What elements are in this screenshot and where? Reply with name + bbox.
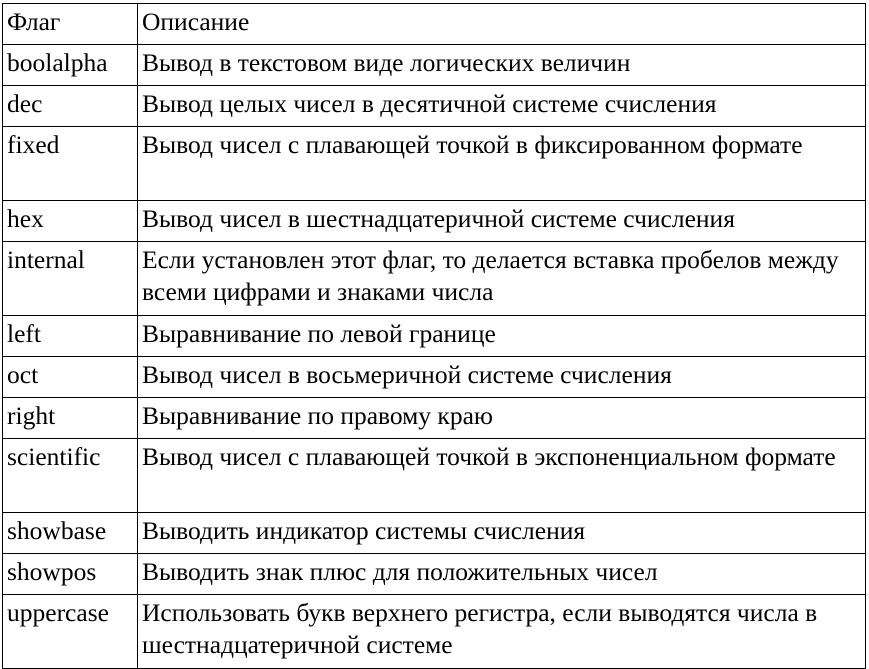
table-row: [3, 242, 866, 316]
table-header-row: [3, 4, 866, 45]
flag-cell: dec: [3, 86, 138, 127]
description-cell: Выравнивание по правому краю: [138, 398, 866, 439]
table-row: [3, 316, 866, 357]
description-cell: Если установлен этот флаг, то делается вставка пробелов между всеми цифрами и знаками числа: [138, 242, 866, 316]
flag-cell: fixed: [3, 127, 138, 201]
flag-cell: scientific: [3, 439, 138, 513]
table-row: [3, 201, 866, 242]
description-cell: Выводить индикатор системы счисления: [138, 513, 866, 554]
table-row: [3, 127, 866, 201]
description-cell: Вывод в текстовом виде логических величин: [138, 45, 866, 86]
header-flag: Флаг: [3, 4, 138, 45]
table-row: [3, 357, 866, 398]
flag-cell: internal: [3, 242, 138, 316]
flag-cell: boolalpha: [3, 45, 138, 86]
flag-cell: hex: [3, 201, 138, 242]
table-row: [3, 439, 866, 513]
table-row: [3, 595, 866, 669]
description-cell: Выравнивание по левой границе: [138, 316, 866, 357]
table-row: [3, 45, 866, 86]
flags-table: [2, 3, 866, 669]
description-cell: Выводить знак плюс для положительных чисел: [138, 554, 866, 595]
table-row: [3, 554, 866, 595]
description-cell: Вывод чисел в восьмеричной системе счисления: [138, 357, 866, 398]
table-row: [3, 513, 866, 554]
flag-cell: uppercase: [3, 595, 138, 669]
flag-cell: showbase: [3, 513, 138, 554]
description-cell: Вывод чисел в шестнадцатеричной системе счисления: [138, 201, 866, 242]
description-cell: Использовать букв верхнего регистра, если выводятся числа в шестнадцатеричной системе: [138, 595, 866, 669]
table-row: [3, 398, 866, 439]
flag-cell: right: [3, 398, 138, 439]
description-cell: Вывод целых чисел в десятичной системе счисления: [138, 86, 866, 127]
description-cell: Вывод чисел с плавающей точкой в фиксированном формате: [138, 127, 866, 201]
flag-cell: showpos: [3, 554, 138, 595]
flag-cell: left: [3, 316, 138, 357]
description-cell: Вывод чисел с плавающей точкой в экспоненциальном формате: [138, 439, 866, 513]
flag-cell: oct: [3, 357, 138, 398]
header-description: Описание: [138, 4, 866, 45]
table-row: [3, 86, 866, 127]
